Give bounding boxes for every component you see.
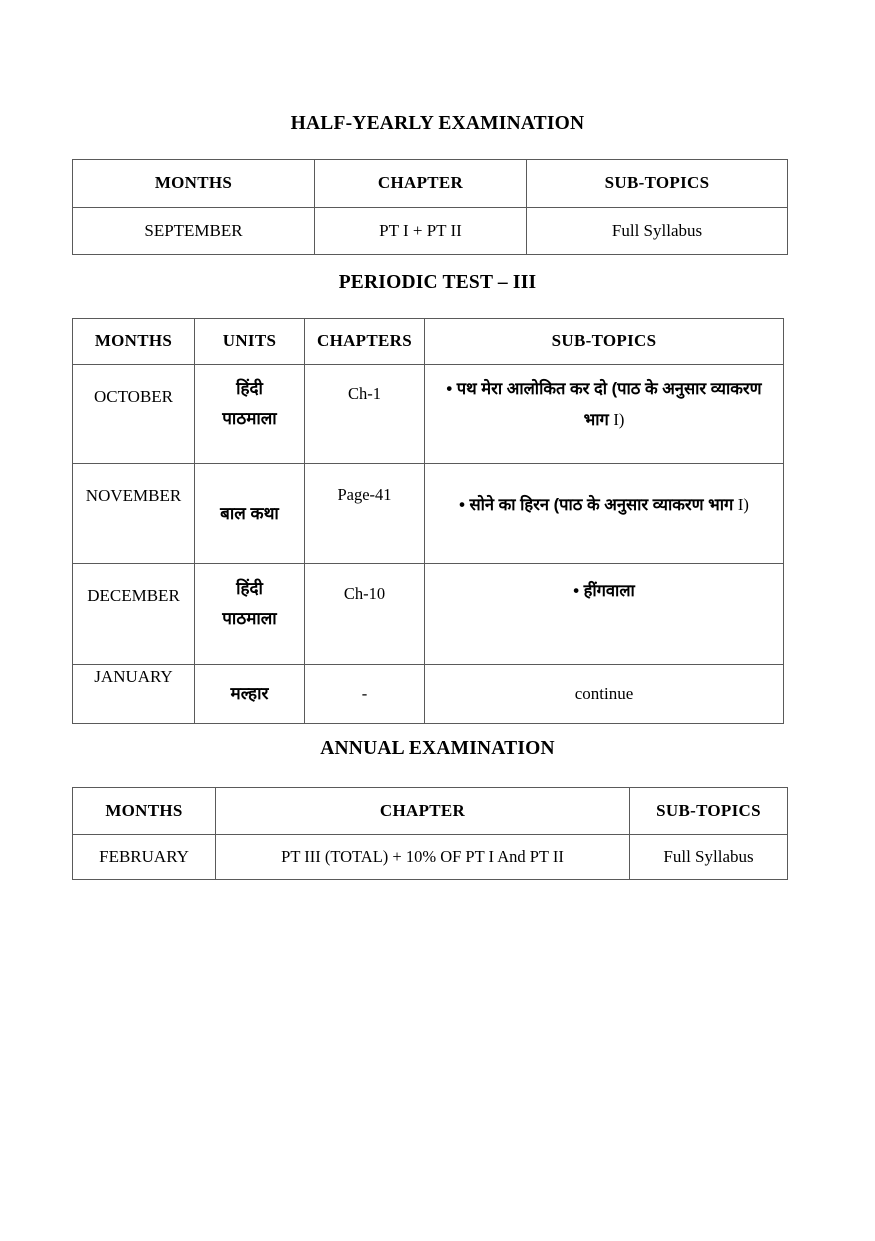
unit-line-2: पाठमाला [222,609,277,628]
column-header-chapter: CHAPTER [315,160,527,208]
table-row [73,564,784,665]
subtopic-part-label: I) [737,495,749,515]
cell-chapter: Page-41 [305,464,425,564]
subtopic-text: • हींगवाला [573,582,635,601]
cell-unit [195,564,305,665]
table-row [73,464,784,564]
cell-sub-topics: Full Syllabus [527,208,788,255]
column-header-sub-topics: SUB-TOPICS [630,788,788,835]
subtopic-part-label: I) [613,409,625,429]
cell-sub-topics: Full Syllabus [630,835,788,880]
column-header-months: MONTHS [73,319,195,365]
cell-chapter: Ch-10 [305,564,425,665]
cell-month: OCTOBER [73,365,195,464]
cell-chapter: PT III (TOTAL) + 10% OF PT I And PT II [216,835,630,880]
unit-line-1: मल्हार [230,684,269,704]
cell-chapter: PT I + PT II [315,208,527,255]
cell-month: FEBRUARY [73,835,216,880]
cell-month: DECEMBER [73,564,195,665]
cell-unit [195,665,305,724]
annual-examination-table [72,787,788,880]
cell-sub-topics [425,464,784,564]
section-title-half-yearly: HALF-YEARLY EXAMINATION [290,113,585,134]
half-yearly-table [72,159,788,255]
cell-sub-topics [425,365,784,464]
column-header-chapters: CHAPTERS [305,319,425,365]
table-header-row [73,788,788,835]
cell-chapter: Ch-1 [305,365,425,464]
table-row [73,208,788,255]
cell-unit [195,464,305,564]
column-header-months: MONTHS [73,160,315,208]
table-header-row [73,160,788,208]
periodic-test-3-table [72,318,784,724]
cell-month: JANUARY [73,665,195,724]
table-row [73,365,784,464]
cell-month: SEPTEMBER [73,208,315,255]
cell-unit [195,365,305,464]
column-header-sub-topics: SUB-TOPICS [425,319,784,365]
cell-sub-topics: continue [425,665,784,724]
table-header-row [73,319,784,365]
cell-month: NOVEMBER [73,464,195,564]
table-row [73,835,788,880]
table-row [73,665,784,724]
section-title-periodic-test-3: PERIODIC TEST – III [338,272,537,293]
unit-line-1: हिंदी [236,579,263,599]
subtopic-text: • पथ मेरा आलोकित कर दो (पाठ के अनुसार व्याकरण भाग [446,379,762,429]
column-header-sub-topics: SUB-TOPICS [527,160,788,208]
section-title-annual: ANNUAL EXAMINATION [320,738,555,759]
column-header-units: UNITS [195,319,305,365]
unit-line-2: पाठमाला [222,409,277,428]
column-header-chapter: CHAPTER [216,788,630,835]
unit-line-1: बाल कथा [220,503,279,523]
subtopic-text: • सोने का हिरन (पाठ के अनुसार व्याकरण भाग [459,496,738,515]
cell-chapter: - [305,665,425,724]
column-header-months: MONTHS [73,788,216,835]
unit-line-1: हिंदी [236,379,263,399]
cell-sub-topics [425,564,784,665]
